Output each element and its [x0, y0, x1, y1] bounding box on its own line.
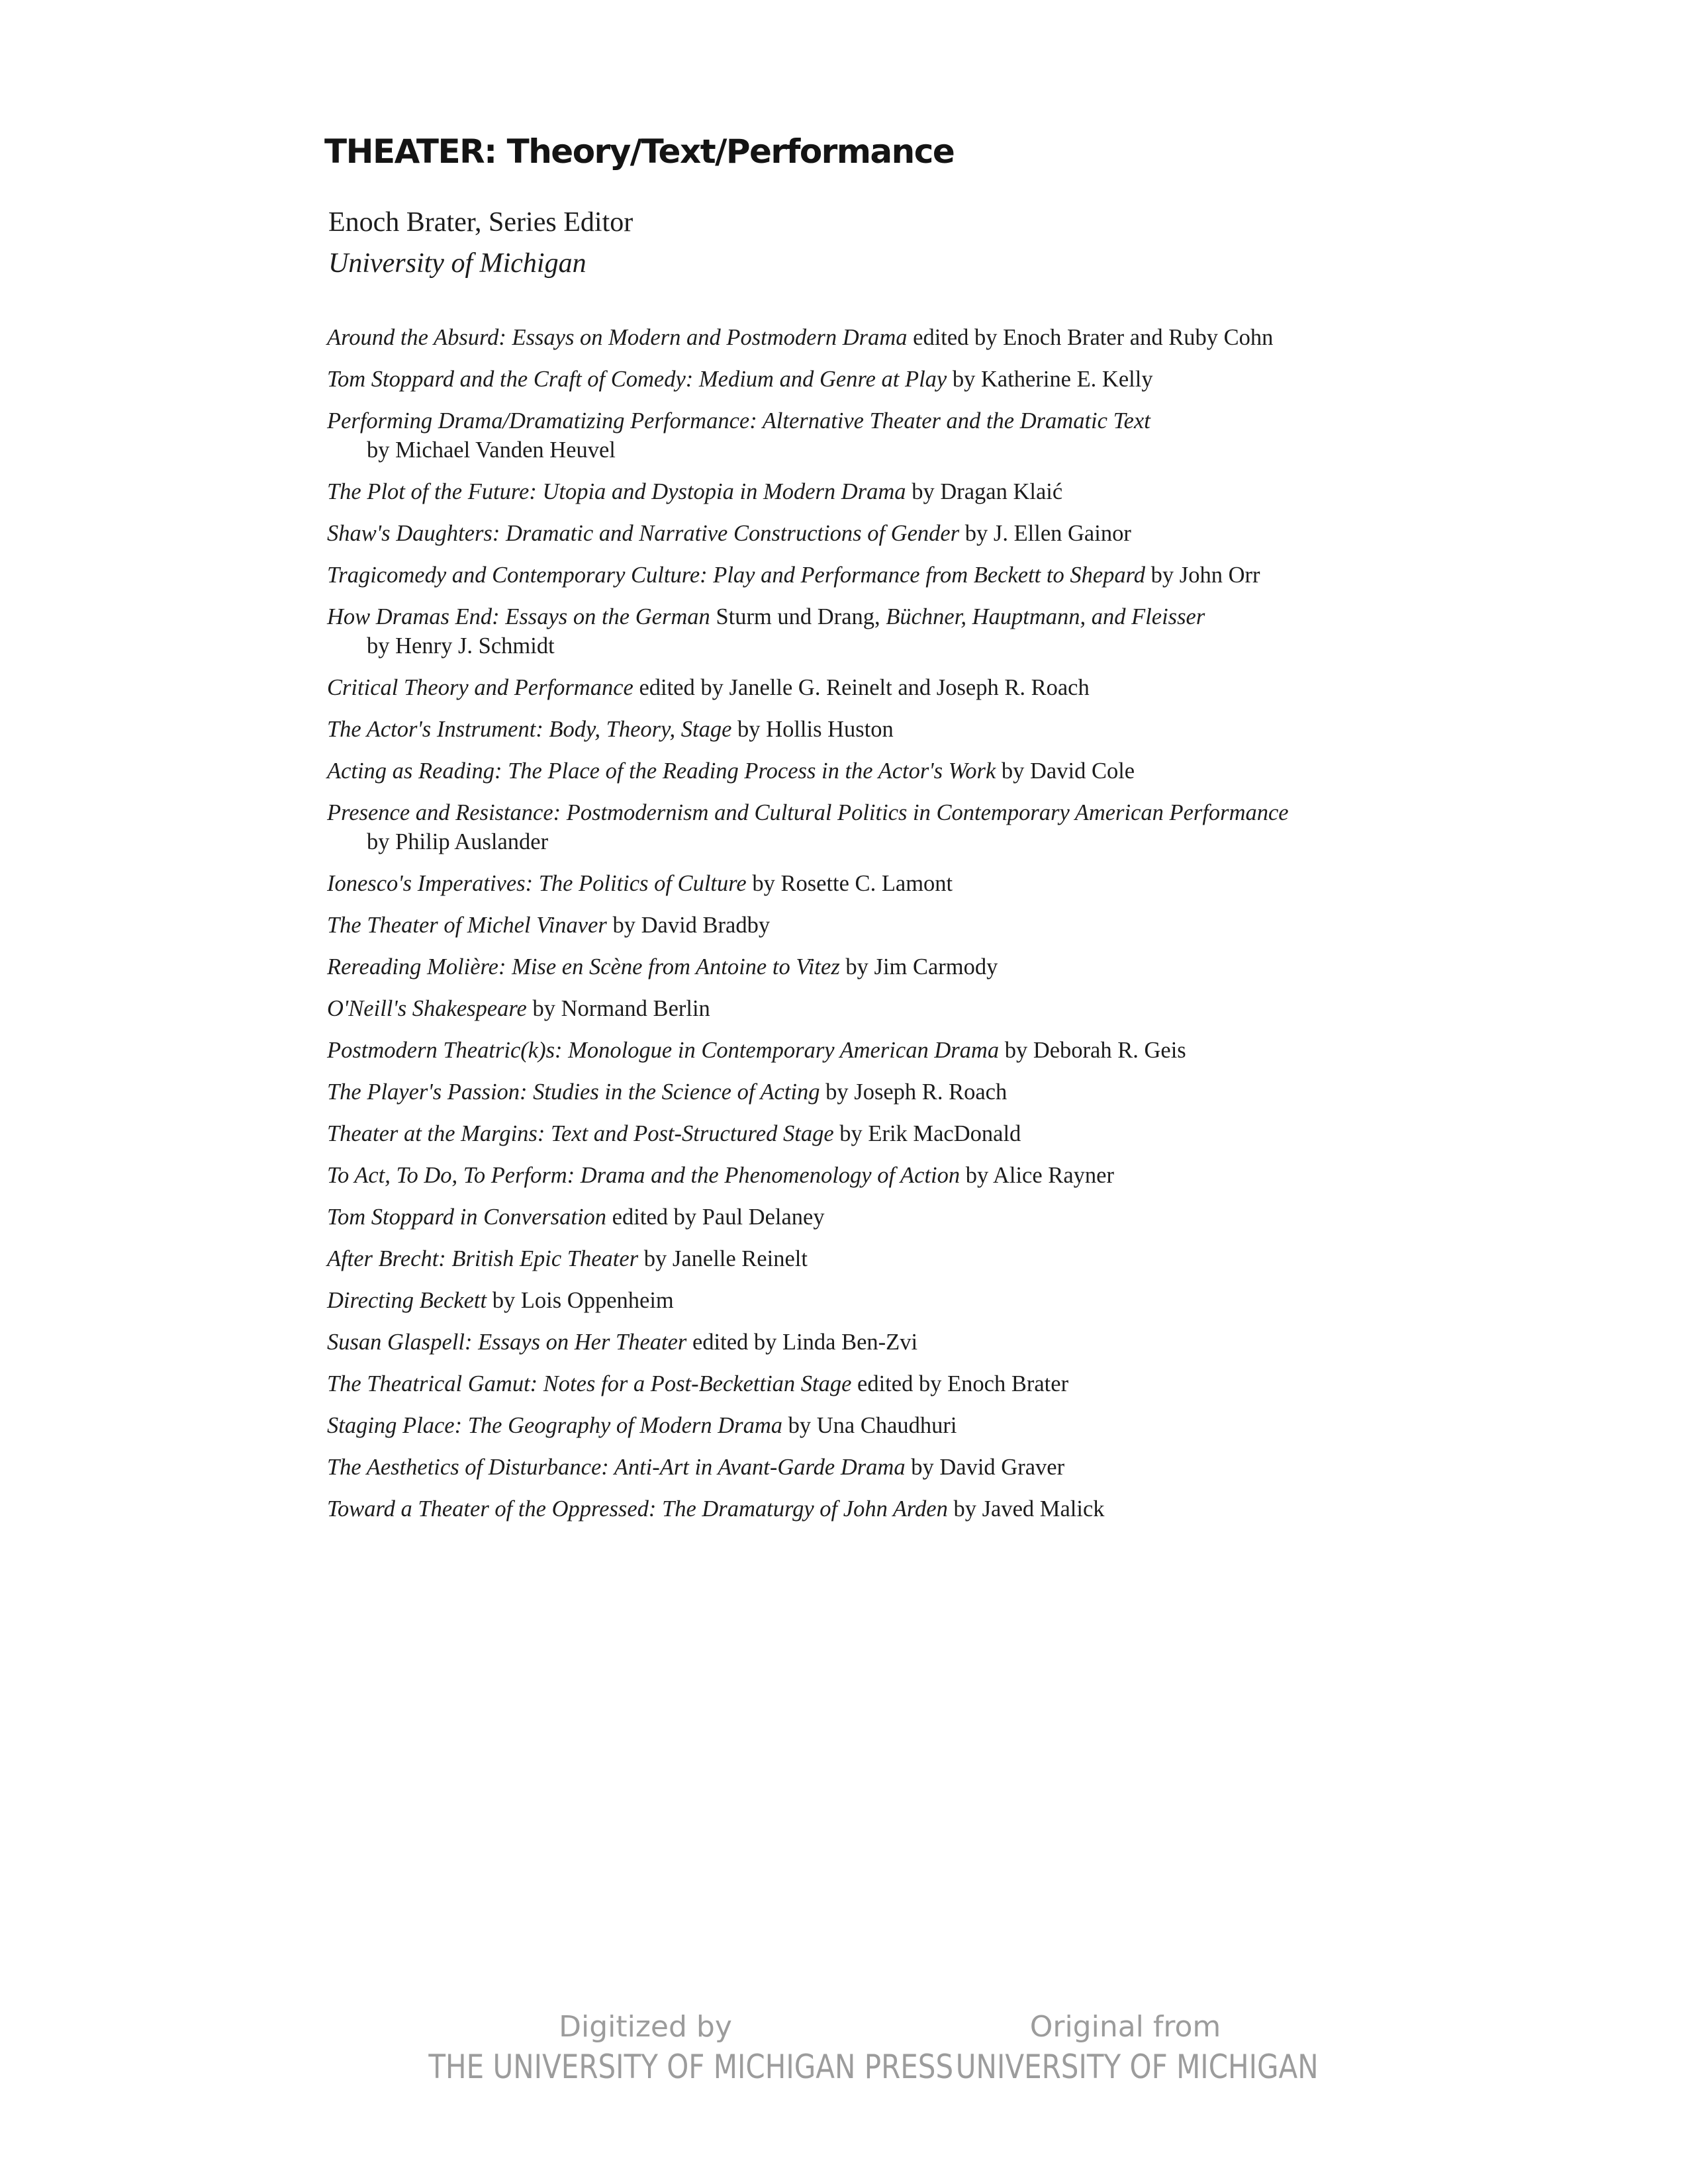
book-entry	[327, 1161, 1624, 1190]
book-title: Critical Theory and Performance	[327, 675, 633, 700]
book-title: Rereading Molière: Mise en Scène from Antoine to Vitez	[327, 954, 840, 979]
book-title: Theater at the Margins: Text and Post-Structured Stage	[327, 1121, 834, 1146]
book-credit: edited by Janelle G. Reinelt and Joseph R. Roach	[639, 675, 1090, 700]
book-entry	[327, 869, 1624, 898]
book-credit: edited by Linda Ben-Zvi	[692, 1330, 918, 1355]
book-entry	[327, 1494, 1624, 1524]
book-title: Postmodern Theatric(k)s: Monologue in Contemporary American Drama	[327, 1038, 1000, 1063]
book-entry	[327, 1286, 1624, 1315]
book-title: Tom Stoppard in Conversation	[327, 1205, 607, 1230]
book-title: Performing Drama/Dramatizing Performance: Alternative Theater and the Dramatic Text	[327, 408, 1150, 433]
book-credit: edited by Paul Delaney	[612, 1205, 825, 1230]
book-entry	[327, 1036, 1624, 1065]
book-credit: by John Orr	[1150, 563, 1260, 588]
book-list	[327, 323, 1624, 1536]
watermark-line: Original from	[1029, 2010, 1221, 2044]
book-title: After Brecht: British Epic Theater	[327, 1246, 639, 1271]
watermark-line: UNIVERSITY OF MICHIGAN	[955, 2048, 1319, 2086]
book-entry	[327, 1077, 1624, 1107]
book-entry	[327, 365, 1624, 394]
book-title: Shaw's Daughters: Dramatic and Narrative Constructions of Gender	[327, 521, 960, 546]
book-credit: by Erik MacDonald	[839, 1121, 1021, 1146]
book-credit: by Dragan Klaić	[912, 479, 1063, 504]
book-entry	[327, 952, 1624, 981]
book-entry	[327, 673, 1624, 702]
book-entry	[327, 756, 1624, 786]
book-credit: by David Bradby	[612, 913, 771, 938]
book-entry	[327, 1203, 1624, 1232]
book-credit: by Katherine E. Kelly	[952, 367, 1153, 392]
book-title: Staging Place: The Geography of Modern Drama	[327, 1413, 782, 1438]
book-title: Around the Absurd: Essays on Modern and Postmodern Drama	[327, 325, 908, 350]
book-title: Susan Glaspell: Essays on Her Theater	[327, 1330, 687, 1355]
book-title: The Actor's Instrument: Body, Theory, Stage	[327, 717, 732, 742]
watermark-line: THE UNIVERSITY OF MICHIGAN PRESS	[428, 2048, 954, 2086]
book-credit: by David Graver	[911, 1455, 1065, 1480]
book-entry	[327, 323, 1624, 352]
book-entry	[327, 561, 1624, 590]
series-title: THEATER: Theory/Text/Performance	[324, 132, 955, 171]
book-entry	[327, 477, 1624, 506]
book-title: Toward a Theater of the Oppressed: The Dramaturgy of John Arden	[327, 1496, 948, 1522]
book-title: Tom Stoppard and the Craft of Comedy: Medium and Genre at Play	[327, 367, 947, 392]
book-title: The Plot of the Future: Utopia and Dystopia in Modern Drama	[327, 479, 906, 504]
book-credit: by Lois Oppenheim	[492, 1288, 674, 1313]
book-credit: edited by Enoch Brater and Ruby Cohn	[913, 325, 1274, 350]
book-credit: by Rosette C. Lamont	[752, 871, 953, 896]
book-entry	[327, 406, 1624, 465]
book-entry	[327, 994, 1624, 1023]
book-title: The Theater of Michel Vinaver	[327, 913, 607, 938]
series-editor: Enoch Brater, Series Editor	[328, 207, 633, 238]
book-credit: edited by Enoch Brater	[857, 1371, 1069, 1396]
book-credit: by Deborah R. Geis	[1004, 1038, 1186, 1063]
book-credit: by J. Ellen Gainor	[964, 521, 1131, 546]
book-credit: by Jim Carmody	[845, 954, 998, 979]
book-entry	[327, 715, 1624, 744]
book-title-roman: Sturm und Drang,	[716, 604, 880, 629]
book-credit: by Normand Berlin	[532, 996, 710, 1021]
watermark-line: Digitized by	[559, 2010, 732, 2044]
book-title: The Player's Passion: Studies in the Science of Acting	[327, 1079, 820, 1105]
book-entry	[327, 519, 1624, 548]
book-title: The Theatrical Gamut: Notes for a Post-Beckettian Stage	[327, 1371, 852, 1396]
book-entry	[327, 1119, 1624, 1148]
book-entry	[327, 602, 1624, 660]
book-title: The Aesthetics of Disturbance: Anti-Art in Avant-Garde Drama	[327, 1455, 906, 1480]
book-title: Acting as Reading: The Place of the Reading Process in the Actor's Work	[327, 758, 996, 784]
book-entry	[327, 1369, 1624, 1398]
book-entry	[327, 911, 1624, 940]
book-entry	[327, 1411, 1624, 1440]
book-title: Directing Beckett	[327, 1288, 487, 1313]
book-title: To Act, To Do, To Perform: Drama and the Phenomenology of Action	[327, 1163, 961, 1188]
book-entry	[327, 1453, 1624, 1482]
book-title: Tragicomedy and Contemporary Culture: Play and Performance from Beckett to Shepard	[327, 563, 1146, 588]
book-title: Büchner, Hauptmann, and Fleisser	[886, 604, 1205, 629]
book-credit: by Javed Malick	[953, 1496, 1105, 1522]
book-credit: by Joseph R. Roach	[825, 1079, 1008, 1105]
book-title: Presence and Resistance: Postmodernism and Cultural Politics in Contemporary American Performance	[327, 800, 1289, 825]
digitized-by-watermark	[387, 2009, 954, 2088]
book-title: Ionesco's Imperatives: The Politics of Culture	[327, 871, 747, 896]
book-entry	[327, 1328, 1624, 1357]
book-title: O'Neill's Shakespeare	[327, 996, 527, 1021]
book-credit: by David Cole	[1001, 758, 1135, 784]
book-credit: by Una Chaudhuri	[788, 1413, 957, 1438]
book-credit: by Alice Rayner	[965, 1163, 1114, 1188]
book-credit: by Philip Auslander	[367, 829, 549, 854]
book-credit: by Henry J. Schmidt	[367, 633, 555, 659]
book-entry	[327, 1244, 1624, 1273]
book-entry	[327, 798, 1624, 856]
book-credit: by Michael Vanden Heuvel	[367, 437, 616, 463]
original-from-watermark	[923, 2009, 1327, 2088]
book-credit: by Janelle Reinelt	[643, 1246, 808, 1271]
book-title: How Dramas End: Essays on the German	[327, 604, 710, 629]
book-credit: by Hollis Huston	[737, 717, 894, 742]
editor-affiliation: University of Michigan	[328, 248, 586, 279]
editor-block	[328, 202, 633, 284]
